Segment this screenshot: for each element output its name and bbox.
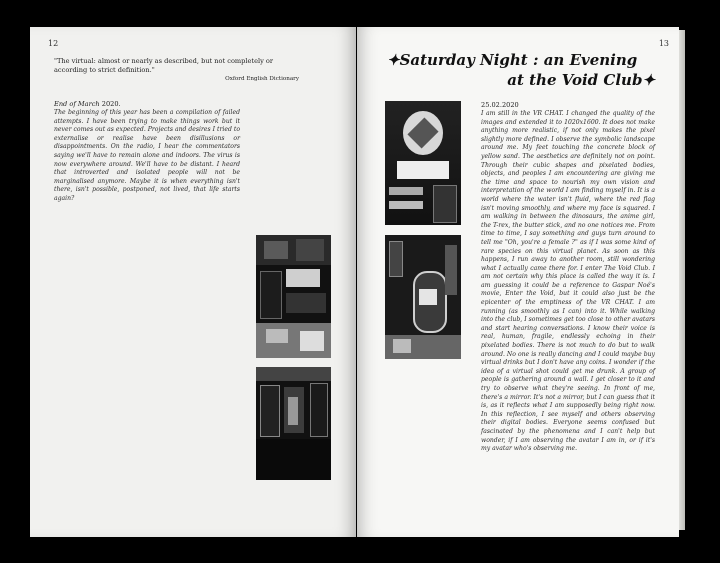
entry-text-right: I am still in the VR CHAT. I changed the quality of the images and extended it to 1020x1600. It does not make anything more realistic, if not only makes the pixel slightly more defined. I observe the symbolic landscape around me. My feet touching the concrete block of yellow sand. The aesthetics are definitely not on point. Through their cubic shapes and pixelated bodies, objects, and peoples I am encountering are giving me the time and space to nourish my own vision and interpretation of the world I am finding myself in. It is a world where the water isn't fluid, where the red flag isn't moving smoothly, and where my face is squared. I am walking in between the dinosaurs, the anime girl, the T-rex, the butter stick, and no one notices me. From time to time, I say something and guys turn around to tell me "Oh, you're a female ?" as if I was some kind of rare species on this virtual planet. As soon as this happens, I run away to another room, still wondering what I actually came there for. I enter The Void Club. I am not certain why this place is called the way it is. I am guessing it could be a reference to Gaspar Noé's movie, Enter the Void, but it could also just be the epicenter of the emptiness of the VR CHAT. I am running (as smoothly as I can) into it. While walking into the club, I sometimes get too close to other avatars and start hearing conversations. I know their voice is real, human, fragile, endlessly echoing in their pixelated bodies. There is not much to do but to walk around. No one is really dancing and I could maybe buy virtual drinks but I don't have any coins. I wonder if the idea of a virtual shot could get me drunk. A group of people is gathering around a wall. I get closer to it and try to observe what they're seeing. In front of me, there's a mirror. It's not a mirror, but I can guess that it is, as it reflects what I am supposedly being right now. In this reflection, I see myself and others observing their digital bodies. Everyone seems confused but fascinated by the phenomena and I can't help but wonder, if I am observing the avatar I am in, or if it's my avatar who's observing me. bbox=[481, 110, 655, 453]
entry-text-left: The beginning of this year has been a compilation of failed attempts. I have been trying to make things work but it never comes out as expected. Projects and desires I tried to externalise or realise have been disillusions or disappointments. On the radio, I hear the commentators saying we'll have to remain alone and indoors. The virus is now everywhere around. We'll have to be distant. I heard that introverted and isolated people will not be marginalised anymore. Maybe it is when everything isn't there, isn't possible, postponed, not lived, that life starts again? bbox=[54, 109, 240, 202]
chapter-title-line-1: ✦Saturday Night : an Evening bbox=[387, 51, 638, 69]
page-edge bbox=[679, 30, 685, 530]
entry-date-year: 2020. bbox=[101, 100, 121, 108]
void-club-photo bbox=[385, 235, 461, 359]
quote-source: Oxford English Dictionary bbox=[225, 76, 299, 82]
entry-date-prefix: End of March bbox=[54, 100, 100, 108]
page-number-left: 12 bbox=[48, 39, 59, 48]
karaoke-sign-photo bbox=[385, 101, 461, 225]
entry-date-right bbox=[481, 101, 519, 109]
page-number-right: 13 bbox=[658, 39, 669, 48]
entry-date-left bbox=[54, 100, 121, 108]
right-page bbox=[357, 27, 679, 537]
left-page bbox=[30, 27, 356, 537]
chapter-title bbox=[387, 50, 655, 90]
quote-text: "The virtual: almost or nearly as described, but not completely or according to strict definition." bbox=[54, 57, 274, 74]
city-street-photo bbox=[256, 235, 331, 358]
night-street-photo bbox=[256, 367, 331, 480]
entry-date-text: 25.02.2020 bbox=[481, 101, 519, 109]
chapter-title-line-2: at the Void Club✦ bbox=[507, 71, 655, 89]
epigraph-quote bbox=[54, 57, 299, 84]
